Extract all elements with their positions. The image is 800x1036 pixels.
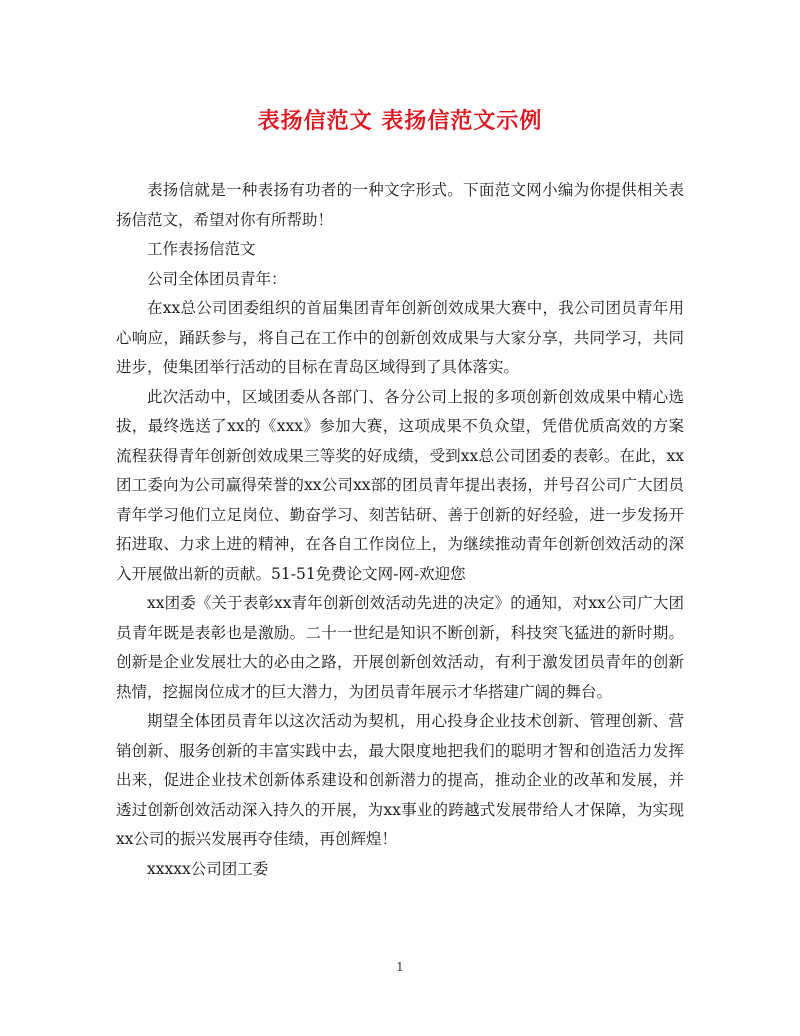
signature: xxxxx公司团工委 [147,859,269,878]
page-number: 1 [396,960,404,974]
document-body [116,176,684,884]
body-paragraph: 在xx总公司团委组织的首届集团青年创新创效成果大赛中，我公司团员青年用心响应，踊跃参与，将自己在工作中的创新创效成果与大家分享，共同学习，共同进步，使集团举行活动的目标在青岛区域得到了具体落实。 [116,299,684,376]
intro-paragraph: 表扬信就是一种表扬有功者的一种文字形式。下面范文网小编为你提供相关表扬信范文，希望对你有所帮助！ [116,181,684,229]
page-title: 表扬信范文 表扬信范文示例 [257,109,543,134]
salutation: 公司全体团员青年： [147,269,287,288]
body-paragraph: 期望全体团员青年以这次活动为契机，用心投身企业技术创新、管理创新、营销创新、服务创新的丰富实践中去，最大限度地把我们的聪明才智和创造活力发挥出来，促进企业技术创新体系建设和创新潜力的提高，推动企业的改革和发展，并透过创新创效活动深入持久的开展，为xx事业的跨越式发展带给人才保障，为实现xx公司的振兴发展再夺佳绩，再创辉煌！ [116,712,684,848]
body-paragraph: 此次活动中，区域团委从各部门、各分公司上报的多项创新创效成果中精心选拔，最终选送了xx的《xxx》参加大赛，这项成果不负众望，凭借优质高效的方案流程获得青年创新创效成果三等奖的好成绩，受到xx总公司团委的表彰。在此，xx团工委向为公司赢得荣誉的xx公司xx部的团员青年提出表扬，并号召公司广大团员青年学习他们立足岗位、勤奋学习、刻苦钻研、善于创新的好经验，进一步发扬开拓进取、力求上进的精神，在各自工作岗位上，为继续推动青年创新创效活动的深入开展做出新的贡献。51-51免费论文网-网-欢迎您 [116,387,684,583]
body-paragraph: xx团委《关于表彰xx青年创新创效活动先进的决定》的通知，对xx公司广大团员青年既是表彰也是激励。二十一世纪是知识不断创新，科技突飞猛进的新时期。创新是企业发展壮大的必由之路，开展创新创效活动，有利于激发团员青年的创新热情，挖掘岗位成才的巨大潜力，为团员青年展示才华搭建广阔的舞台。 [116,594,684,701]
section-heading: 工作表扬信范文 [147,240,256,258]
